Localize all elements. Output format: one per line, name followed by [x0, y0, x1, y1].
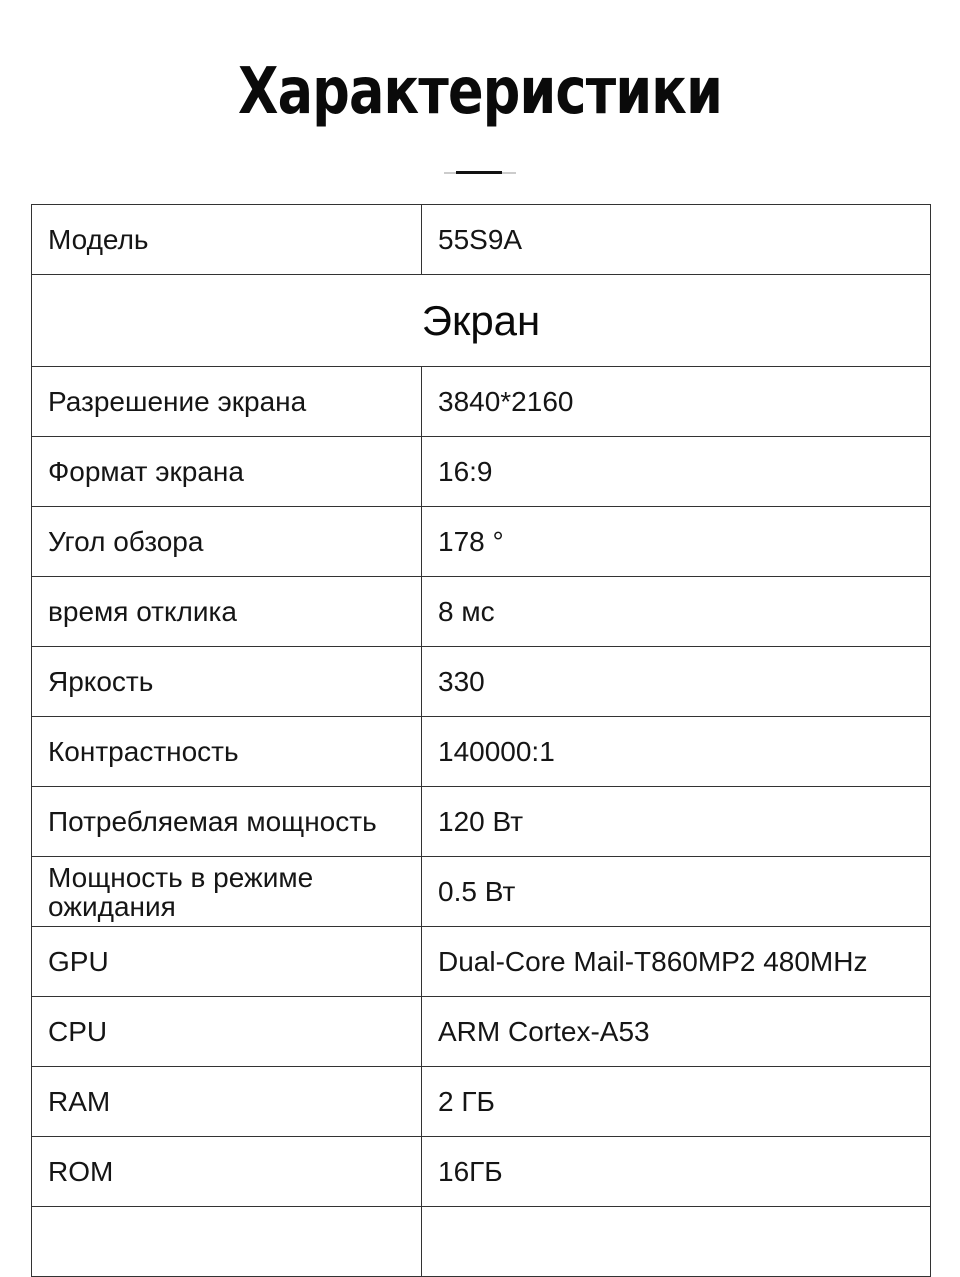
page-title: Характеристики: [237, 55, 723, 129]
spec-value: 3840*2160: [422, 367, 931, 437]
spec-label: время отклика: [32, 577, 422, 647]
spec-value: Dual-Core Mail-T860MP2 480MHz: [422, 927, 931, 997]
spec-value: 0.5 Вт: [422, 857, 931, 927]
table-row-gpu: [32, 927, 931, 997]
section-header-screen: Экран: [32, 275, 931, 367]
spec-label: GPU: [32, 927, 422, 997]
table-row-resolution: [32, 367, 931, 437]
spec-value: 120 Вт: [422, 787, 931, 857]
spec-label: Потребляемая мощность: [32, 787, 422, 857]
spec-value: 16ГБ: [422, 1137, 931, 1207]
table-row-ram: [32, 1067, 931, 1137]
spec-value: [422, 1207, 931, 1277]
spec-value: 140000:1: [422, 717, 931, 787]
spec-value: 8 мс: [422, 577, 931, 647]
title-underline-accent: [456, 171, 502, 174]
section-header-row: [32, 275, 931, 367]
table-row-model: [32, 205, 931, 275]
table-row-contrast: [32, 717, 931, 787]
spec-label: RAM: [32, 1067, 422, 1137]
spec-label: Угол обзора: [32, 507, 422, 577]
table-row-power-consumption: [32, 787, 931, 857]
table-row-partial: [32, 1207, 931, 1277]
spec-label: Мощность в режиме ожидания: [32, 857, 422, 927]
spec-label: ROM: [32, 1137, 422, 1207]
spec-label: Разрешение экрана: [32, 367, 422, 437]
table-row-brightness: [32, 647, 931, 717]
spec-label: CPU: [32, 997, 422, 1067]
spec-value: 2 ГБ: [422, 1067, 931, 1137]
spec-label: [32, 1207, 422, 1277]
table-row-viewing-angle: [32, 507, 931, 577]
spec-label: Яркость: [32, 647, 422, 717]
table-row-aspect-ratio: [32, 437, 931, 507]
spec-label: Контрастность: [32, 717, 422, 787]
spec-value: 55S9A: [422, 205, 931, 275]
table-row-cpu: [32, 997, 931, 1067]
table-row-standby-power: [32, 857, 931, 927]
spec-table: [31, 204, 931, 1277]
spec-label: Модель: [32, 205, 422, 275]
spec-value: 330: [422, 647, 931, 717]
spec-value: 16:9: [422, 437, 931, 507]
table-row-response-time: [32, 577, 931, 647]
table-row-rom: [32, 1137, 931, 1207]
spec-label: Формат экрана: [32, 437, 422, 507]
spec-value: ARM Cortex-A53: [422, 997, 931, 1067]
spec-value: 178 °: [422, 507, 931, 577]
